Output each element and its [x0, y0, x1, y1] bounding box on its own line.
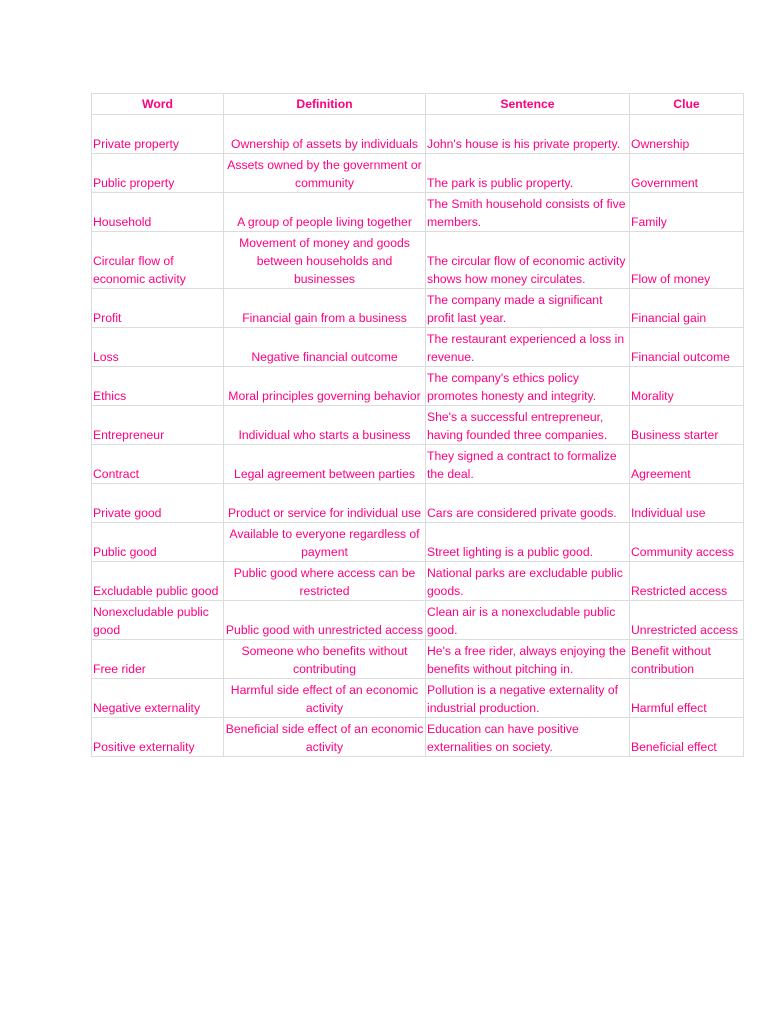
cell-sentence: The circular flow of economic activity shows how money circulates. — [426, 232, 630, 289]
table-row — [92, 232, 744, 289]
cell-sentence: The restaurant experienced a loss in revenue. — [426, 328, 630, 367]
header-word: Word — [92, 94, 224, 115]
cell-definition: Beneficial side effect of an economic activity — [224, 718, 426, 757]
cell-word: Private property — [92, 115, 224, 154]
table-row — [92, 445, 744, 484]
cell-word: Profit — [92, 289, 224, 328]
table-row — [92, 562, 744, 601]
table-row — [92, 328, 744, 367]
cell-definition: Legal agreement between parties — [224, 445, 426, 484]
cell-sentence: Pollution is a negative externality of industrial production. — [426, 679, 630, 718]
cell-word: Public good — [92, 523, 224, 562]
cell-clue: Financial gain — [630, 289, 744, 328]
cell-definition: Someone who benefits without contributing — [224, 640, 426, 679]
cell-word: Private good — [92, 484, 224, 523]
cell-clue: Morality — [630, 367, 744, 406]
cell-word: Ethics — [92, 367, 224, 406]
cell-sentence: He's a free rider, always enjoying the benefits without pitching in. — [426, 640, 630, 679]
cell-clue: Community access — [630, 523, 744, 562]
cell-sentence: They signed a contract to formalize the deal. — [426, 445, 630, 484]
cell-definition: Product or service for individual use — [224, 484, 426, 523]
cell-definition: Moral principles governing behavior — [224, 367, 426, 406]
cell-definition: Ownership of assets by individuals — [224, 115, 426, 154]
vocabulary-sheet — [91, 93, 743, 757]
cell-clue: Ownership — [630, 115, 744, 154]
header-definition: Definition — [224, 94, 426, 115]
table-row — [92, 601, 744, 640]
cell-word: Household — [92, 193, 224, 232]
cell-sentence: The company's ethics policy promotes honesty and integrity. — [426, 367, 630, 406]
cell-sentence: Cars are considered private goods. — [426, 484, 630, 523]
cell-clue: Individual use — [630, 484, 744, 523]
table-row — [92, 115, 744, 154]
cell-word: Free rider — [92, 640, 224, 679]
cell-definition: Public good with unrestricted access — [224, 601, 426, 640]
cell-sentence: John's house is his private property. — [426, 115, 630, 154]
cell-definition: Negative financial outcome — [224, 328, 426, 367]
cell-clue: Government — [630, 154, 744, 193]
cell-definition: Harmful side effect of an economic activity — [224, 679, 426, 718]
cell-sentence: The park is public property. — [426, 154, 630, 193]
cell-word: Loss — [92, 328, 224, 367]
cell-sentence: National parks are excludable public goods. — [426, 562, 630, 601]
table-row — [92, 640, 744, 679]
table-header-row — [92, 94, 744, 115]
cell-clue: Business starter — [630, 406, 744, 445]
cell-clue: Family — [630, 193, 744, 232]
cell-word: Nonexcludable public good — [92, 601, 224, 640]
cell-word: Negative externality — [92, 679, 224, 718]
header-sentence: Sentence — [426, 94, 630, 115]
cell-definition: Public good where access can be restricted — [224, 562, 426, 601]
cell-sentence: Clean air is a nonexcludable public good. — [426, 601, 630, 640]
table-row — [92, 289, 744, 328]
cell-clue: Financial outcome — [630, 328, 744, 367]
cell-word: Public property — [92, 154, 224, 193]
table-row — [92, 193, 744, 232]
cell-clue: Agreement — [630, 445, 744, 484]
cell-definition: A group of people living together — [224, 193, 426, 232]
cell-clue: Harmful effect — [630, 679, 744, 718]
cell-clue: Flow of money — [630, 232, 744, 289]
cell-clue: Unrestricted access — [630, 601, 744, 640]
cell-word: Circular flow of economic activity — [92, 232, 224, 289]
cell-definition: Individual who starts a business — [224, 406, 426, 445]
table-row — [92, 484, 744, 523]
cell-definition: Financial gain from a business — [224, 289, 426, 328]
cell-sentence: Education can have positive externalities on society. — [426, 718, 630, 757]
cell-word: Contract — [92, 445, 224, 484]
table-row — [92, 367, 744, 406]
cell-clue: Beneficial effect — [630, 718, 744, 757]
cell-definition: Movement of money and goods between households and businesses — [224, 232, 426, 289]
vocabulary-table — [91, 93, 744, 757]
table-row — [92, 523, 744, 562]
cell-sentence: The Smith household consists of five members. — [426, 193, 630, 232]
table-row — [92, 718, 744, 757]
cell-clue: Benefit without contribution — [630, 640, 744, 679]
cell-clue: Restricted access — [630, 562, 744, 601]
table-row — [92, 154, 744, 193]
cell-word: Positive externality — [92, 718, 224, 757]
cell-word: Entrepreneur — [92, 406, 224, 445]
cell-definition: Assets owned by the government or community — [224, 154, 426, 193]
header-clue: Clue — [630, 94, 744, 115]
table-row — [92, 679, 744, 718]
cell-sentence: Street lighting is a public good. — [426, 523, 630, 562]
table-row — [92, 406, 744, 445]
cell-sentence: She's a successful entrepreneur, having founded three companies. — [426, 406, 630, 445]
cell-definition: Available to everyone regardless of payment — [224, 523, 426, 562]
cell-sentence: The company made a significant profit last year. — [426, 289, 630, 328]
cell-word: Excludable public good — [92, 562, 224, 601]
